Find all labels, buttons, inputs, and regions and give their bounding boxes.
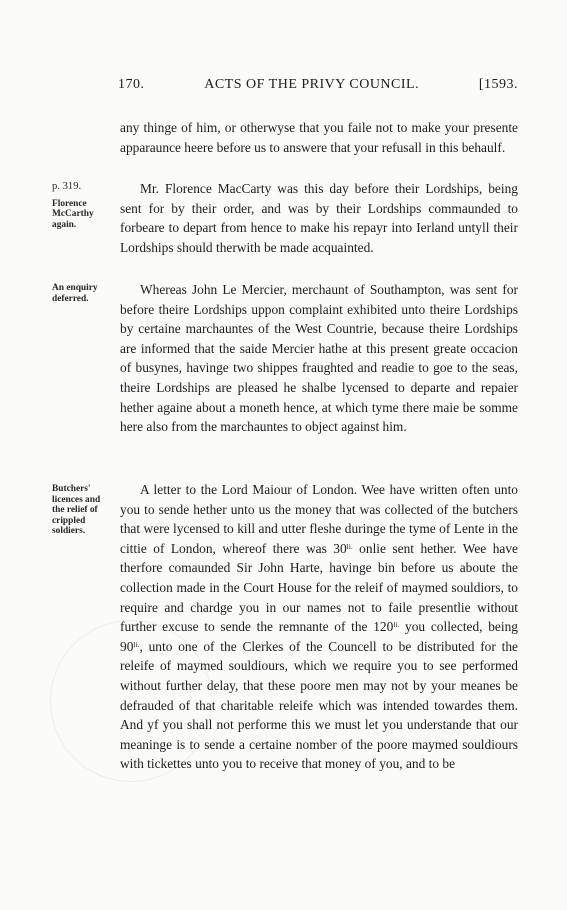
running-header <box>118 76 518 94</box>
margin-note-text: An enquiry deferred. <box>52 283 98 304</box>
paragraph-butchers <box>120 480 518 774</box>
text-segment: you collected, being 90 <box>120 619 518 654</box>
margin-note-enquiry <box>52 283 114 304</box>
paragraph-text: Whereas John Le Mercier, merchaunt of Southampton, was sent for before theire Lordships uppon complaint exhibited unto theire Lordships by certaine marchauntes of the West Countrie, because theire Lordships are informed that the saide Mercier hathe at this present greate occacion of busynes, havinge two shippes fraughted and readie to goe to the seas, theire Lordships are pleased he shalbe lycensed to departe and repaier hether againe about a moneth hence, at which tyme there maie be somme here also from the marchauntes to object against him. <box>120 282 518 435</box>
paragraph-text: any thinge of him, or otherwyse that you faile not to make your presente apparaunce heere before us to answere that your refusall in this behaulf. <box>120 120 518 155</box>
paragraph-text: Mr. Florence MacCarty was this day before their Lordships, being sent for by their order, and was by their Lordships commaunded to forbeare to depart from hence to make his repayr into Ierland untyll their Lordships should therwith be made acquainted. <box>120 181 518 255</box>
running-title: ACTS OF THE PRIVY COUNCIL. <box>204 77 420 92</box>
margin-note-text: Butchers' licences and the relief of crippled soldiers. <box>52 484 101 537</box>
text-segment: A letter to the Lord Maiour of London. Wee have written often unto you to sende hether unto us the money that was collected of the butchers that were lycensed to kill and utter fleshe duringe the tyme of Lente in the cittie of London, whereof there was 30 <box>120 482 518 556</box>
pounds-superscript: li. <box>393 620 400 630</box>
header-year: [1593. <box>478 77 518 92</box>
page-reference: p. 319. <box>52 181 82 192</box>
text-segment: onlie sent hether. Wee have therfore comaunded Sir John Harte, havinge bin before us aboute the collection made in the Court House for the releif of maymed souldiors, to require and chardge you in our names not to faile presentlie without further excuse to sende the remnante of the 120 <box>120 540 518 635</box>
margin-note-florence <box>52 182 114 230</box>
paragraph-mercier <box>120 280 518 437</box>
paragraph-continuation <box>120 118 518 157</box>
page-number: 170 <box>118 77 141 92</box>
margin-note-butchers <box>52 484 114 537</box>
paragraph-florence <box>120 179 518 257</box>
pounds-superscript: li. <box>346 541 353 551</box>
header-dot: . <box>140 77 145 92</box>
margin-note-text: Florence McCarthy again. <box>52 198 94 230</box>
pounds-superscript: li. <box>133 639 140 649</box>
paragraph-text <box>120 480 518 774</box>
text-segment: , unto one of the Clerkes of the Councell to be distributed for the releife of maymed souldiours, which we require you to see performed without further delay, that these poore men may not by your meanes be defrauded of that charitable releife which was intended towardes them. And yf you shall not performe this we must let you understande that our meaninge is to sende a certaine nomber of the poore maymed souldiours with tickettes unto you to receive that money of you, and to be <box>120 638 518 772</box>
